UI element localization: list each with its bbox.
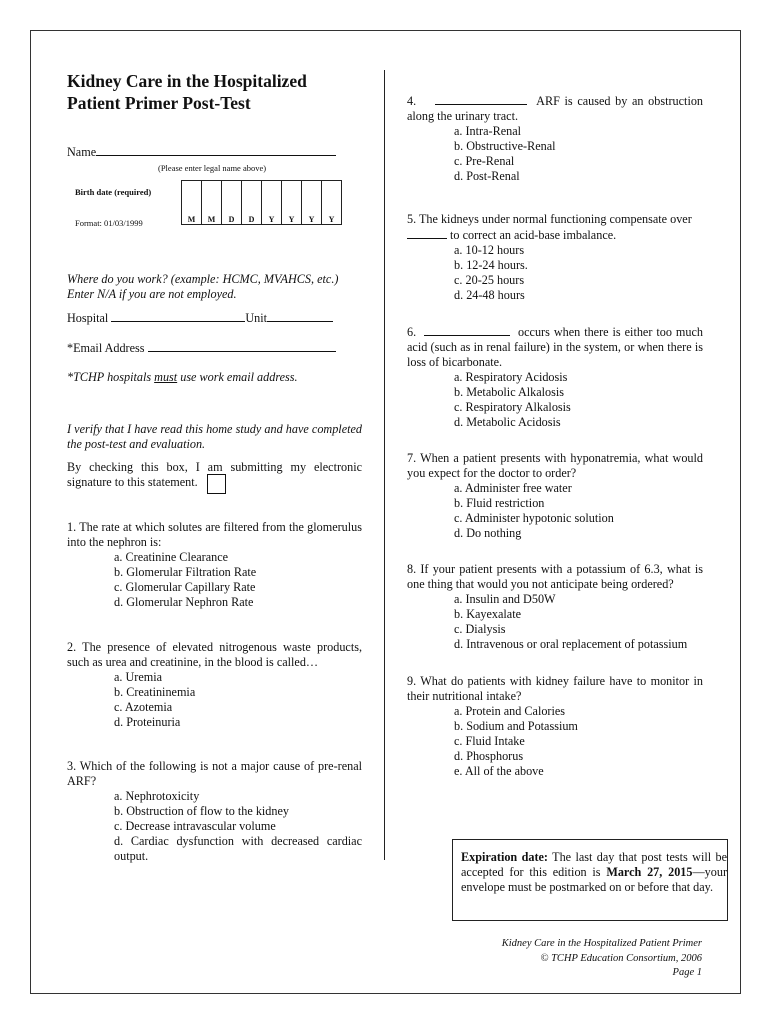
question-2 <box>67 640 362 730</box>
question-3 <box>67 759 362 864</box>
question-8-stem: 8. If your patient presents with a potassium of 6.3, what is one thing that would you not anticipate being ordered? <box>407 562 703 591</box>
email-label: *Email Address <box>67 341 145 355</box>
question-6-answer[interactable]: b. Metabolic Alkalosis <box>454 385 565 399</box>
question-8-answer[interactable]: b. Kayexalate <box>454 607 521 621</box>
question-7-answer[interactable]: d. Do nothing <box>454 526 522 540</box>
tchp-note-post: use work email address. <box>177 370 298 384</box>
question-6 <box>407 324 703 430</box>
tchp-note <box>67 370 298 385</box>
question-6-answer[interactable]: a. Respiratory Acidosis <box>454 370 568 384</box>
question-4-stem <box>407 93 703 124</box>
question-6-blank <box>424 324 510 336</box>
question-2-answer[interactable]: b. Creatininemia <box>114 685 196 699</box>
question-1-answer[interactable]: d. Glomerular Nephron Rate <box>114 595 254 609</box>
question-7-answer[interactable]: c. Administer hypotonic solution <box>454 511 614 525</box>
question-7-answer[interactable]: b. Fluid restriction <box>454 496 545 510</box>
signature-statement-text: By checking this box, I am submitting my electronic signature to this statement. <box>67 460 362 489</box>
question-4-number: 4. <box>407 94 417 108</box>
question-1-stem: 1. The rate at which solutes are filtered from the glomerulus into the nephron is: <box>67 520 362 549</box>
verify-statement: I verify that I have read this home study and have completed the post-test and evaluation. <box>67 422 362 451</box>
dob-cell[interactable]: M <box>202 181 222 225</box>
question-1-answer[interactable]: a. Creatinine Clearance <box>114 550 229 564</box>
name-field[interactable] <box>67 144 336 160</box>
question-8-answer[interactable]: c. Dialysis <box>454 622 506 636</box>
question-6-answer[interactable]: c. Respiratory Alkalosis <box>454 400 571 414</box>
work-question-line-2: Enter N/A if you are not employed. <box>67 287 237 301</box>
expiration-date: March 27, 2015 <box>606 865 693 879</box>
question-4-answer[interactable]: c. Pre-Renal <box>454 154 515 168</box>
question-1-answer[interactable]: b. Glomerular Filtration Rate <box>114 565 257 579</box>
unit-input-line[interactable] <box>267 310 333 322</box>
question-2-answer[interactable]: a. Uremia <box>114 670 163 684</box>
question-9-stem: 9. What do patients with kidney failure have to monitor in their nutritional intake? <box>407 674 703 703</box>
question-5-answer[interactable]: b. 12-24 hours. <box>454 258 528 272</box>
question-9 <box>407 674 703 779</box>
dob-cell[interactable]: D <box>242 181 262 225</box>
question-9-answer[interactable]: c. Fluid Intake <box>454 734 525 748</box>
dob-cell[interactable]: Y <box>322 181 342 225</box>
question-1 <box>67 520 362 610</box>
title-line-2: Patient Primer Post-Test <box>67 93 251 113</box>
dob-cell[interactable]: M <box>182 181 202 225</box>
work-question <box>67 272 338 302</box>
birth-date-label: Birth date (required) <box>75 187 152 197</box>
question-2-answer[interactable]: c. Azotemia <box>114 700 173 714</box>
page-footer <box>420 937 702 981</box>
work-question-line-1: Where do you work? (example: HCMC, MVAHCS, etc.) <box>67 272 339 286</box>
question-5-text-2: to correct an acid-base imbalance. <box>450 228 617 242</box>
question-5-answer[interactable]: d. 24-48 hours <box>454 288 525 302</box>
title-line-1: Kidney Care in the Hospitalized <box>67 71 307 91</box>
name-hint: (Please enter legal name above) <box>158 163 267 173</box>
hospital-unit-row <box>67 310 333 326</box>
question-9-answer[interactable]: e. All of the above <box>454 764 544 778</box>
question-4 <box>407 93 703 184</box>
question-5-answer[interactable]: c. 20-25 hours <box>454 273 525 287</box>
question-4-blank <box>435 93 527 105</box>
question-7-stem: 7. When a patient presents with hyponatremia, what would you expect for the doctor to order? <box>407 451 703 480</box>
format-label: Format: 01/03/1999 <box>75 218 143 228</box>
dob-cell[interactable]: D <box>222 181 242 225</box>
name-input-line[interactable] <box>96 144 336 156</box>
question-5 <box>407 212 703 303</box>
question-9-answer[interactable]: d. Phosphorus <box>454 749 524 763</box>
birth-date-grid[interactable] <box>181 180 342 225</box>
page-title <box>67 70 307 114</box>
dob-cell[interactable]: Y <box>282 181 302 225</box>
question-4-answer[interactable]: a. Intra-Renal <box>454 124 521 138</box>
question-2-stem: 2. The presence of elevated nitrogenous waste products, such as urea and creatinine, in the blood is called… <box>67 640 362 669</box>
question-5-answer[interactable]: a. 10-12 hours <box>454 243 525 257</box>
question-8-answer[interactable]: a. Insulin and D50W <box>454 592 556 606</box>
tchp-note-must: must <box>154 370 178 384</box>
question-5-blank <box>407 227 447 239</box>
question-3-answer[interactable]: b. Obstruction of flow to the kidney <box>114 804 289 818</box>
question-5-stem: 5. The kidneys under normal functioning compensate over <box>407 212 692 226</box>
question-6-stem <box>407 324 703 370</box>
signature-checkbox[interactable] <box>207 474 226 494</box>
question-4-answer[interactable]: b. Obstructive-Renal <box>454 139 556 153</box>
email-row <box>67 340 336 356</box>
question-9-answer[interactable]: b. Sodium and Potassium <box>454 719 578 733</box>
question-2-answer[interactable]: d. Proteinuria <box>114 715 181 729</box>
email-input-line[interactable] <box>148 340 336 352</box>
question-9-answer[interactable]: a. Protein and Calories <box>454 704 566 718</box>
question-3-answer[interactable]: a. Nephrotoxicity <box>114 789 200 803</box>
tchp-note-pre: *TCHP hospitals <box>67 370 155 384</box>
dob-cell[interactable]: Y <box>262 181 282 225</box>
question-3-answer[interactable]: c. Decrease intravascular volume <box>114 819 276 833</box>
column-divider <box>384 70 385 860</box>
question-6-text: occurs when there is either too much acid (such as in renal failure) in the system, or when there is loss of bicarbonate. <box>407 325 703 369</box>
hospital-input-line[interactable] <box>111 310 245 322</box>
expiration-text-1: The last day that post tests will be accepted for this edition is <box>461 850 727 879</box>
name-label: Name <box>67 145 97 159</box>
dob-cell[interactable]: Y <box>302 181 322 225</box>
hospital-label: Hospital <box>67 311 109 325</box>
question-5-stem-2 <box>407 227 703 243</box>
expiration-notice <box>461 850 727 895</box>
question-7 <box>407 451 703 541</box>
question-3-stem: 3. Which of the following is not a major cause of pre-renal ARF? <box>67 759 362 788</box>
footer-line-1: Kidney Care in the Hospitalized Patient Primer <box>501 938 702 949</box>
question-6-answer[interactable]: d. Metabolic Acidosis <box>454 415 561 429</box>
question-4-text: ARF is caused by an obstruction along the urinary tract. <box>407 94 704 123</box>
expiration-text-2: —your envelope must be postmarked on or before that day. <box>461 865 728 894</box>
footer-line-3: Page 1 <box>672 967 702 978</box>
question-3-answer[interactable]: d. Cardiac dysfunction with decreased cardiac output. <box>114 834 362 863</box>
question-8-answer[interactable]: d. Intravenous or oral replacement of potassium <box>454 637 688 651</box>
question-7-answer[interactable]: a. Administer free water <box>454 481 572 495</box>
unit-label: Unit <box>245 311 268 325</box>
footer-line-2: © TCHP Education Consortium, 2006 <box>540 952 702 964</box>
question-1-answer[interactable]: c. Glomerular Capillary Rate <box>114 580 256 594</box>
question-4-answer[interactable]: d. Post-Renal <box>454 169 520 183</box>
question-8 <box>407 562 703 652</box>
expiration-label: Expiration date: <box>461 850 548 864</box>
question-6-number: 6. <box>407 325 417 339</box>
